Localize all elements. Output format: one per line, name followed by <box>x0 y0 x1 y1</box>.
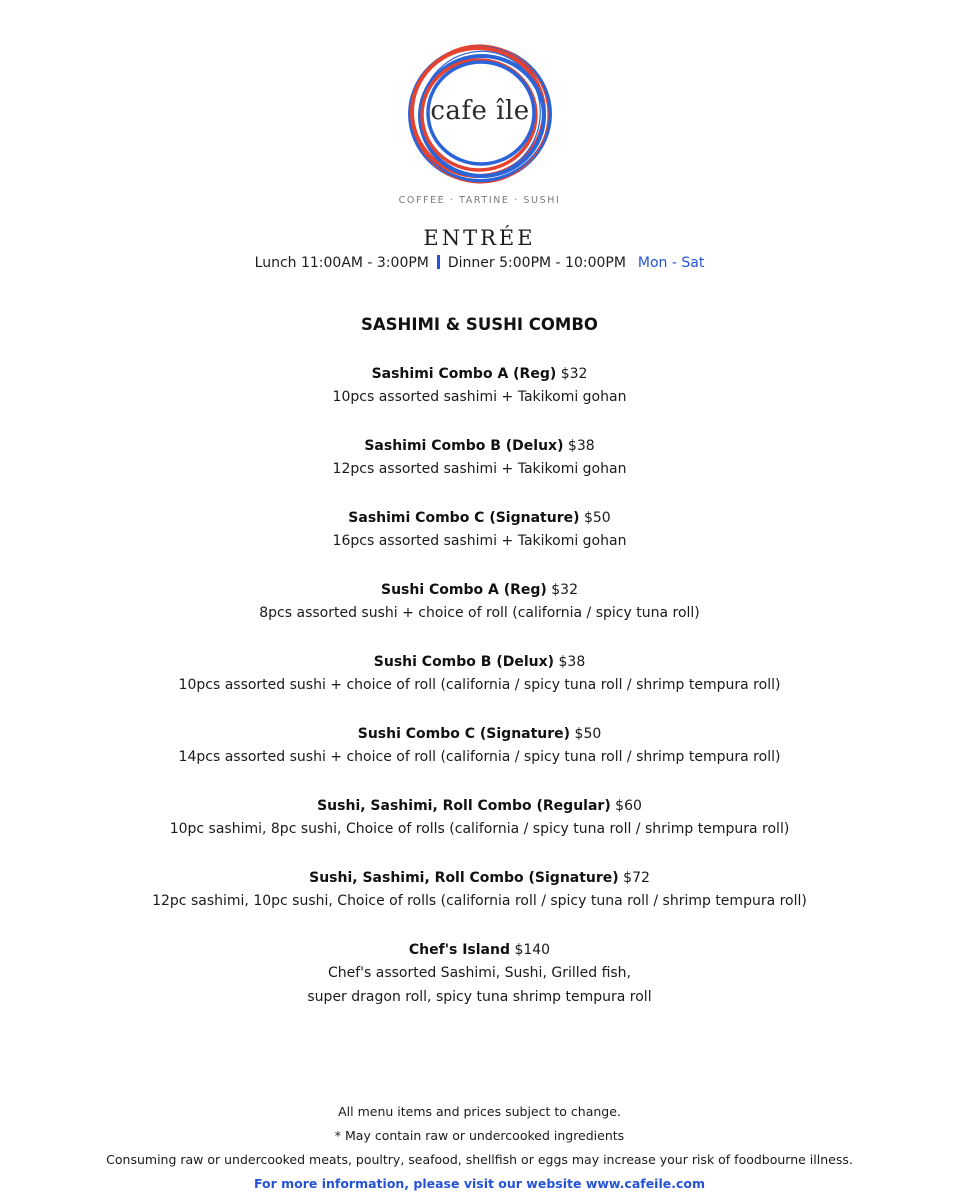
item-description: 10pcs assorted sushi + choice of roll (california / spicy tuna roll / shrimp tempura roll) <box>178 677 781 693</box>
dinner-hours: Dinner 5:00PM - 10:00PM <box>447 255 626 271</box>
footer <box>0 1100 959 1196</box>
raw-ingredients-notice: * May contain raw or undercooked ingredients <box>334 1128 625 1143</box>
service-hours <box>0 255 959 271</box>
item-price: $32 <box>551 582 578 598</box>
item-name: Sashimi Combo C (Signature) <box>348 510 580 526</box>
item-name: Sushi Combo B (Delux) <box>373 654 555 670</box>
item-description: 12pc sashimi, 10pc sushi, Choice of rolls (california roll / spicy tuna roll / shrimp tempura roll) <box>152 893 807 909</box>
hours-divider <box>437 255 440 269</box>
menu-item <box>0 579 959 651</box>
menu-item <box>0 651 959 723</box>
lunch-hours: Lunch 11:00AM - 3:00PM <box>254 255 429 271</box>
item-price: $50 <box>583 510 611 526</box>
section-heading: SASHIMI & SUSHI COMBO <box>361 315 598 334</box>
item-description: 8pcs assorted sushi + choice of roll (california / spicy tuna roll) <box>259 605 700 621</box>
menu-item <box>0 363 959 435</box>
item-price: $50 <box>574 726 602 742</box>
item-price: $72 <box>623 870 650 886</box>
item-description: 12pcs assorted sashimi + Takikomi gohan <box>332 461 627 477</box>
logo-wordmark: cafe île <box>430 96 530 126</box>
logo <box>0 38 959 213</box>
item-description: 16pcs assorted sashimi + Takikomi gohan <box>332 533 627 549</box>
item-name: Sashimi Combo A (Reg) <box>371 366 557 382</box>
item-description: 10pc sashimi, 8pc sushi, Choice of rolls (california / spicy tuna roll / shrimp tempura roll) <box>169 821 790 837</box>
item-price: $32 <box>560 366 588 382</box>
item-price: $140 <box>514 942 551 958</box>
health-warning: Consuming raw or undercooked meats, poultry, seafood, shellfish or eggs may increase your risk of foodbourne illness. <box>106 1152 853 1167</box>
item-description: super dragon roll, spicy tuna shrimp tempura roll <box>307 989 652 1005</box>
item-name: Sushi, Sashimi, Roll Combo (Regular) <box>317 798 611 814</box>
item-description: Chef's assorted Sashimi, Sushi, Grilled fish, <box>327 965 632 981</box>
page-title: ENTRÉE <box>423 226 536 250</box>
item-name: Chef's Island <box>408 942 510 958</box>
item-name: Sashimi Combo B (Delux) <box>364 438 564 454</box>
menu-item <box>0 939 959 1011</box>
menu-item <box>0 795 959 867</box>
item-name: Sushi Combo C (Signature) <box>357 726 571 742</box>
menu-item <box>0 867 959 939</box>
menu-item <box>0 723 959 795</box>
item-name: Sushi, Sashimi, Roll Combo (Signature) <box>309 870 619 886</box>
menu-item <box>0 435 959 507</box>
item-price: $38 <box>567 438 595 454</box>
menu-item <box>0 507 959 579</box>
item-description: 14pcs assorted sushi + choice of roll (california / spicy tuna roll / shrimp tempura roll) <box>178 749 781 765</box>
item-price: $60 <box>615 798 642 814</box>
service-days: Mon - Sat <box>637 255 705 271</box>
item-name: Sushi Combo A (Reg) <box>380 582 547 598</box>
menu-list <box>0 363 959 1011</box>
price-change-notice: All menu items and prices subject to change. <box>338 1104 621 1119</box>
website-link[interactable]: For more information, please visit our website www.cafeile.com <box>253 1176 705 1191</box>
logo-tagline: COFFEE · TARTINE · SUSHI <box>398 195 561 206</box>
item-price: $38 <box>558 654 586 670</box>
item-description: 10pcs assorted sashimi + Takikomi gohan <box>332 389 627 405</box>
